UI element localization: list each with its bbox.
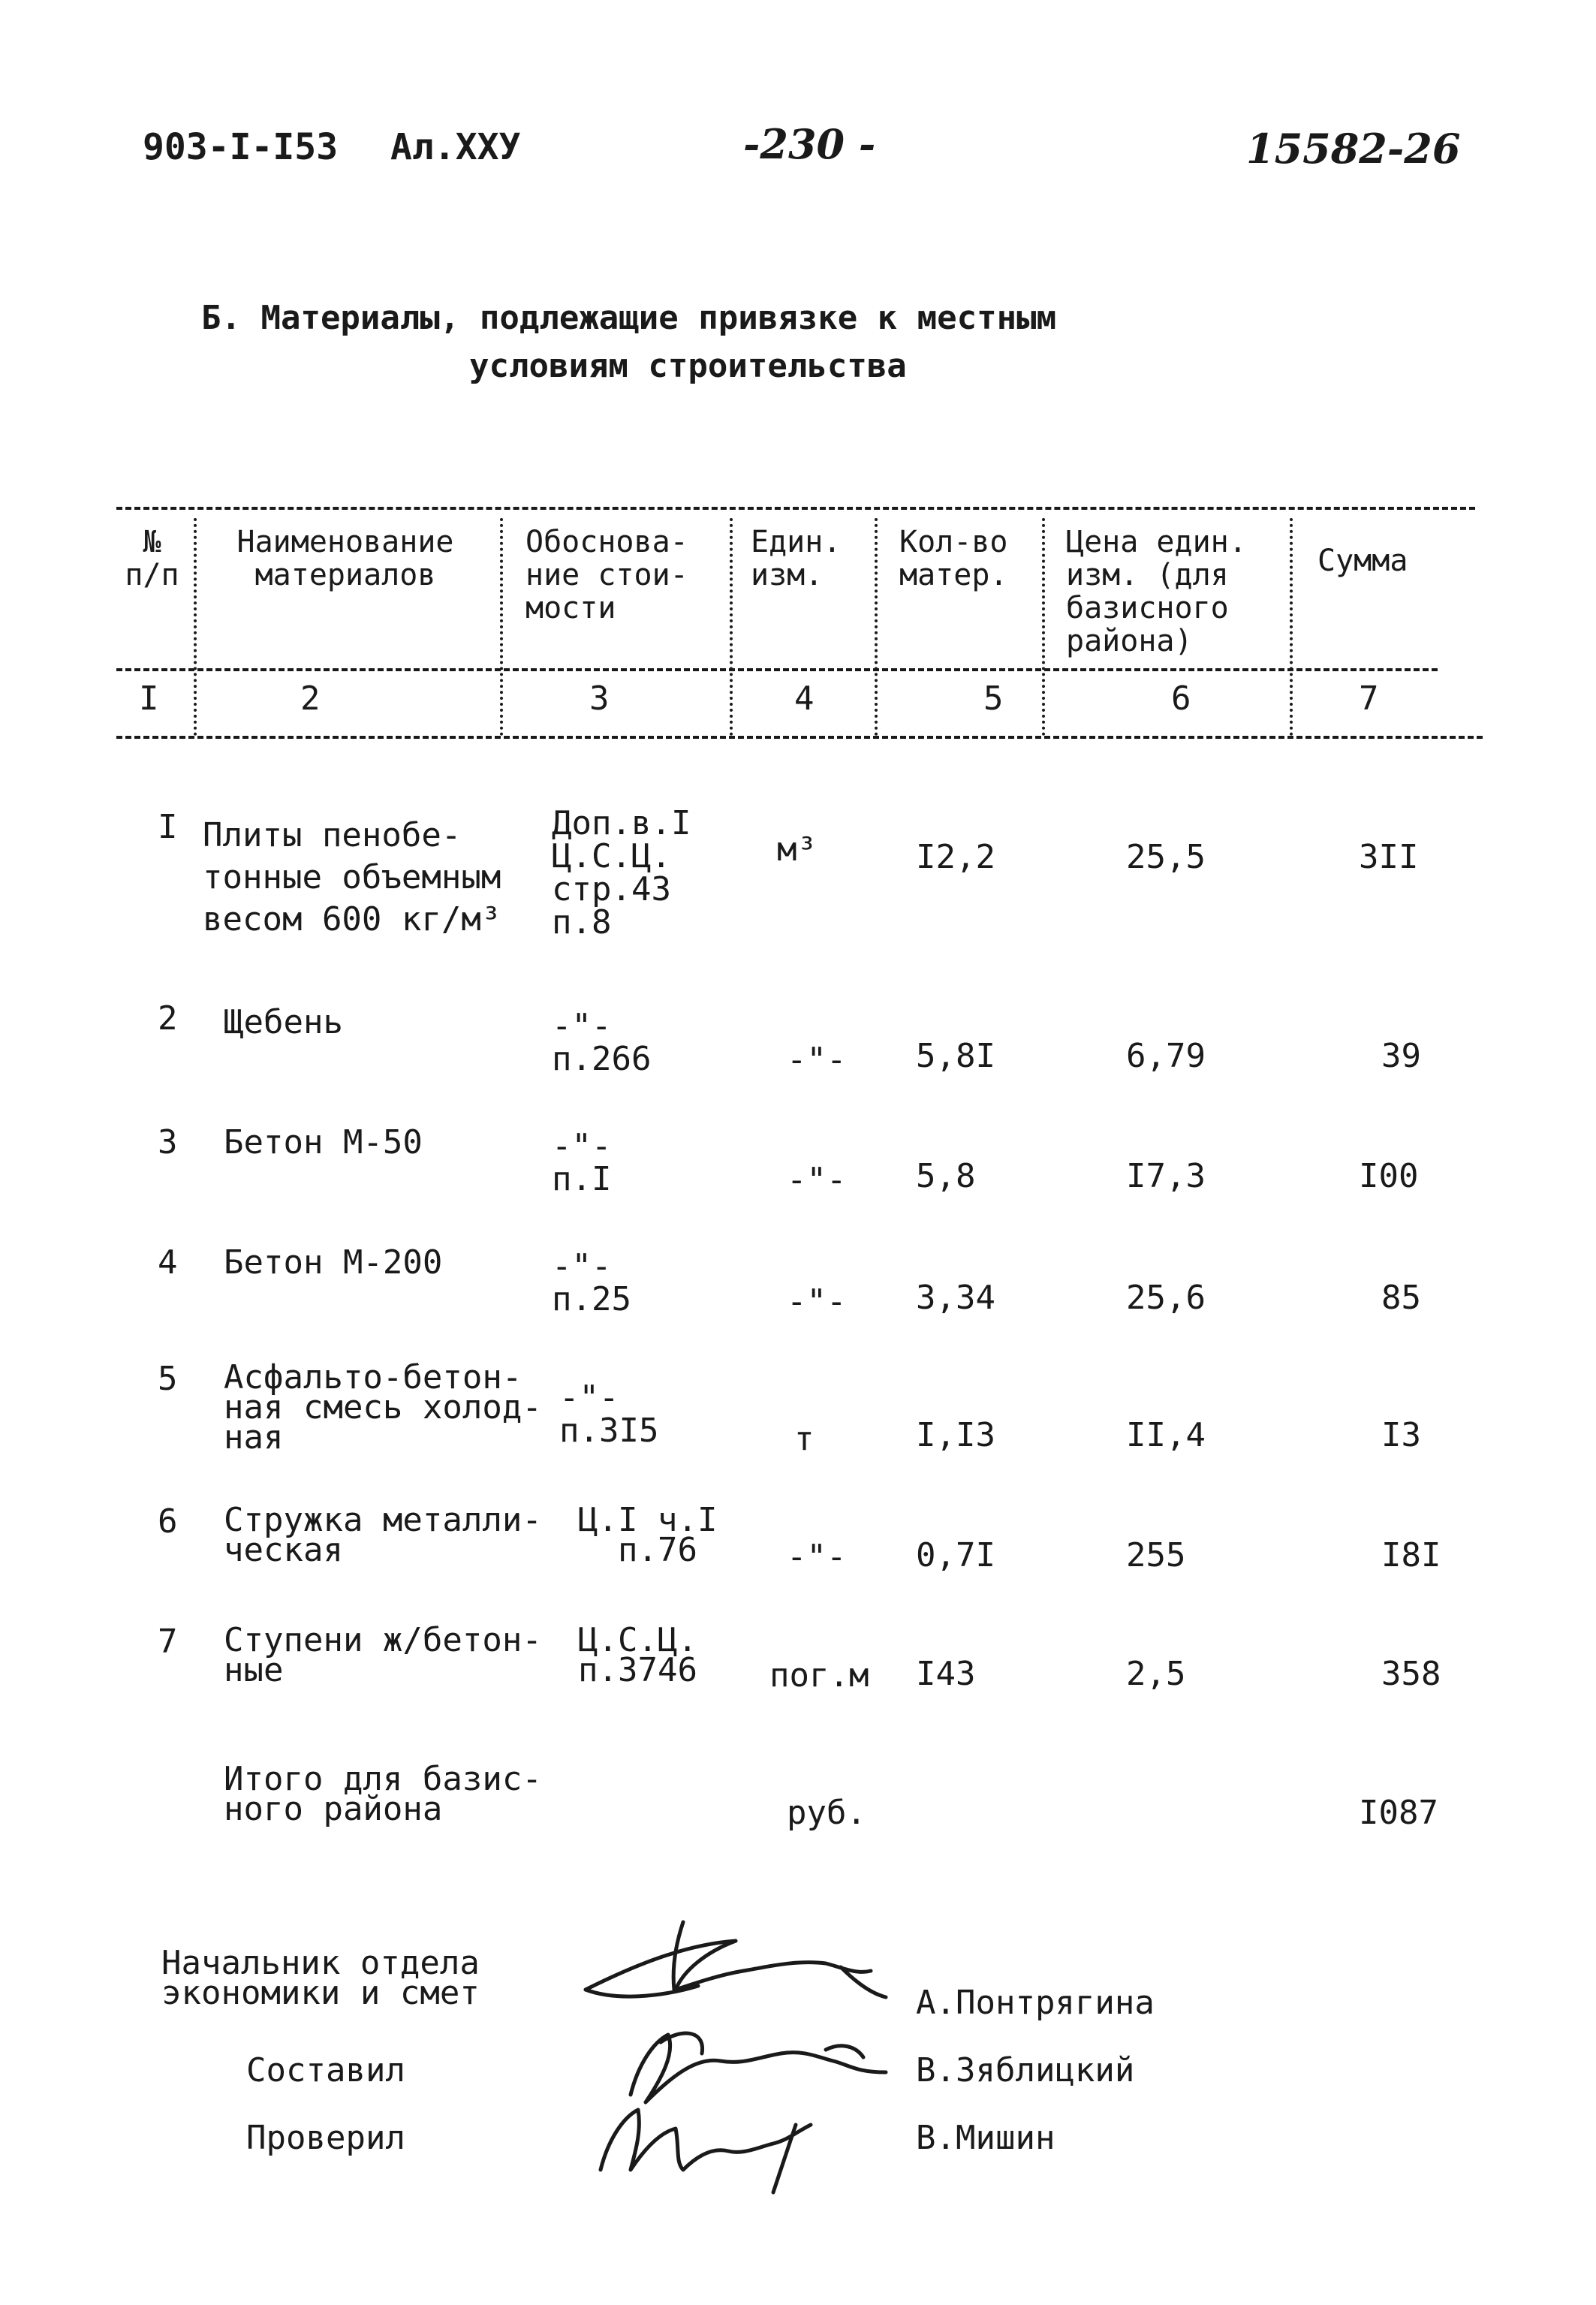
- row-4-sum: 85: [1381, 1279, 1421, 1317]
- signature-3-tail: [773, 2125, 796, 2192]
- row-1-price: 25,5: [1126, 838, 1206, 876]
- row-5-name: Асфальто-бетон- ная смесь холод- ная: [224, 1358, 542, 1457]
- row-7-qty: I43: [916, 1655, 976, 1693]
- document-number: 15582-26: [1246, 125, 1461, 173]
- total-label: Итого для базис- ного района: [224, 1760, 542, 1828]
- col-divider-3: [730, 518, 733, 736]
- album-number: Ал.XXУ: [390, 126, 521, 168]
- colnum-3: 3: [589, 679, 610, 718]
- row-3-price: I7,3: [1126, 1157, 1206, 1195]
- row-5-price: II,4: [1126, 1416, 1206, 1454]
- row-3-number: 3: [158, 1123, 178, 1162]
- row-1-basis: Доп.в.I Ц.С.Ц. стр.43 п.8: [552, 804, 691, 942]
- header-col-5: Кол-во матер.: [899, 525, 1008, 592]
- total-sum: I087: [1359, 1794, 1438, 1832]
- signature-name-compiled: В.Зяблицкий: [916, 2051, 1135, 2090]
- col-divider-5: [1042, 518, 1045, 736]
- signature-name-checked: В.Мишин: [916, 2119, 1055, 2157]
- row-6-price: 255: [1126, 1536, 1186, 1574]
- row-3-basis: -"- п.I: [552, 1127, 612, 1198]
- row-2-basis: -"- п.266: [552, 1007, 652, 1078]
- row-1-sum: 3II: [1359, 838, 1419, 876]
- signature-1-stroke: [586, 1941, 871, 1990]
- col-divider-4: [875, 518, 878, 736]
- table-colnum-rule: [116, 736, 1483, 739]
- row-4-price: 25,6: [1126, 1279, 1206, 1317]
- row-6-number: 6: [158, 1502, 178, 1541]
- row-3-qty: 5,8: [916, 1157, 976, 1195]
- header-col-6: Цена един. изм. (для базисного района): [1066, 525, 1247, 658]
- colnum-4: 4: [794, 679, 815, 718]
- colnum-5: 5: [983, 679, 1004, 718]
- header-col-4: Един. изм.: [751, 525, 842, 592]
- row-3-sum: I00: [1359, 1157, 1419, 1195]
- row-1-number: I: [158, 808, 178, 846]
- signature-role-head: Начальник отдела экономики и смет: [161, 1944, 480, 2012]
- row-2-price: 6,79: [1126, 1037, 1206, 1075]
- row-4-qty: 3,34: [916, 1279, 995, 1317]
- signature-3-stroke: [601, 2110, 811, 2170]
- signature-2-loop: [661, 2033, 863, 2057]
- col-divider-1: [194, 518, 197, 736]
- row-2-number: 2: [158, 999, 178, 1038]
- row-5-unit: т: [794, 1420, 815, 1458]
- row-2-sum: 39: [1381, 1037, 1421, 1075]
- row-2-qty: 5,8I: [916, 1037, 995, 1075]
- header-col-3: Обоснова- ние стои- мости: [525, 525, 688, 625]
- row-6-qty: 0,7I: [916, 1536, 995, 1574]
- total-unit: руб.: [787, 1794, 866, 1832]
- row-1-name: Плиты пенобе- тонные объемным весом 600 кг/м³: [203, 816, 501, 939]
- header-col-1: № п/п: [125, 525, 179, 592]
- row-7-basis: Ц.С.Ц. п.3746: [578, 1621, 697, 1689]
- handwritten-signatures: [571, 1900, 916, 2200]
- section-title-line2: условиям строительства: [469, 347, 907, 385]
- signature-1-loop: [586, 1922, 886, 1997]
- row-4-name: Бетон М-200: [224, 1243, 443, 1282]
- col-divider-2: [500, 518, 503, 736]
- row-5-sum: I3: [1381, 1416, 1421, 1454]
- colnum-6: 6: [1171, 679, 1191, 718]
- row-7-number: 7: [158, 1623, 178, 1661]
- row-7-name: Ступени ж/бетон- ные: [224, 1621, 542, 1689]
- document-code: 903-I-I53: [143, 126, 339, 168]
- row-2-name: Щебень: [224, 1003, 343, 1041]
- signature-role-checked: Проверил: [246, 2119, 405, 2157]
- row-7-unit: пог.м: [769, 1656, 869, 1695]
- header-col-7: Сумма: [1317, 544, 1408, 578]
- row-6-unit: -"-: [787, 1538, 847, 1576]
- row-6-sum: I8I: [1381, 1536, 1441, 1574]
- page-number: -230 -: [743, 120, 876, 168]
- row-4-number: 4: [158, 1243, 178, 1282]
- row-1-unit: м³: [777, 830, 817, 869]
- colnum-2: 2: [300, 679, 321, 718]
- row-6-basis: Ц.I ч.I п.76: [578, 1501, 718, 1569]
- row-5-qty: I,I3: [916, 1416, 995, 1454]
- colnum-7: 7: [1359, 679, 1379, 718]
- signature-role-compiled: Составил: [246, 2051, 405, 2090]
- row-1-qty: I2,2: [916, 838, 995, 876]
- row-2-unit: -"-: [787, 1041, 847, 1079]
- row-5-basis: -"- п.3I5: [559, 1378, 659, 1450]
- row-7-sum: 358: [1381, 1655, 1441, 1693]
- row-6-name: Стружка металли- ческая: [224, 1501, 542, 1569]
- colnum-1: I: [139, 679, 159, 718]
- table-header-rule: [116, 668, 1438, 671]
- table-top-rule: [116, 507, 1475, 510]
- header-col-2: Наименование материалов: [236, 525, 454, 592]
- signature-name-head: А.Понтрягина: [916, 1984, 1155, 2022]
- row-3-name: Бетон М-50: [224, 1123, 423, 1162]
- section-title-line1: Б. Материалы, подлежащие привязке к местным: [201, 299, 1057, 337]
- row-3-unit: -"-: [787, 1161, 847, 1199]
- row-7-price: 2,5: [1126, 1655, 1186, 1693]
- row-4-unit: -"-: [787, 1282, 847, 1321]
- col-divider-6: [1290, 518, 1293, 736]
- row-5-number: 5: [158, 1360, 178, 1398]
- row-4-basis: -"- п.25: [552, 1247, 631, 1318]
